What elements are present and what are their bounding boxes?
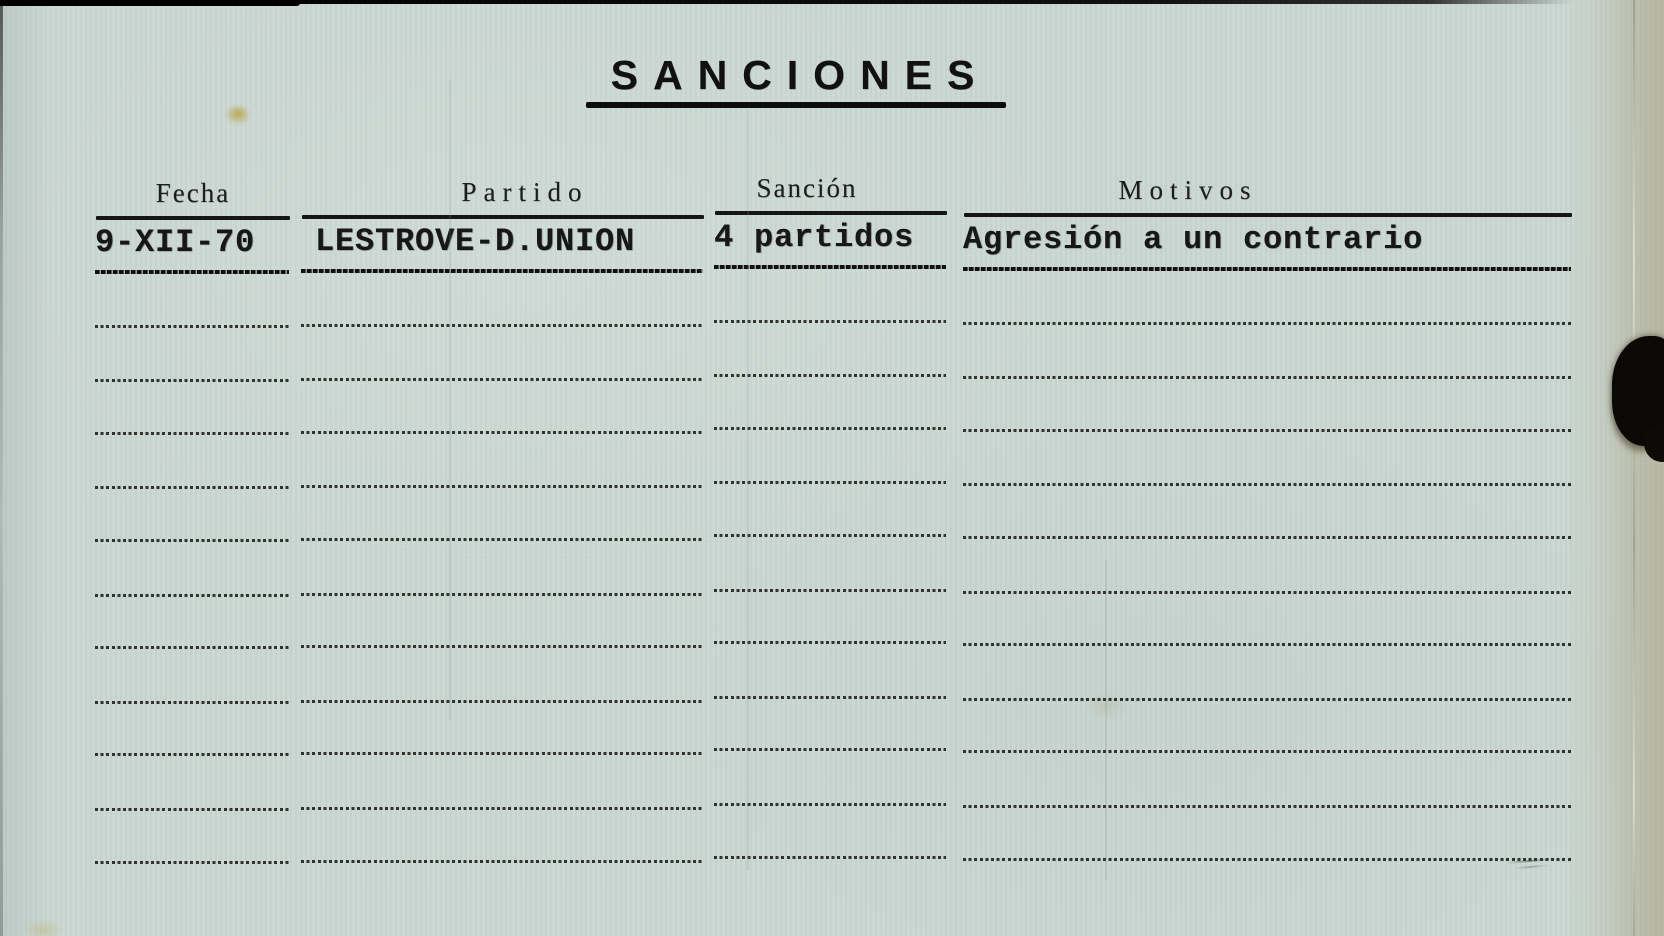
field-line-empty — [963, 536, 1571, 539]
field-line-empty — [95, 808, 289, 811]
column-header-fecha: Fecha — [155, 178, 231, 208]
field-line-empty — [301, 860, 703, 863]
stain-spot — [227, 105, 249, 122]
field-line-empty — [963, 698, 1571, 701]
field-line-empty — [963, 750, 1571, 753]
entry-partido-value: LESTROVE-D.UNION — [315, 223, 636, 260]
field-line-empty — [301, 538, 703, 541]
column-header-rule-motivos — [964, 213, 1572, 217]
field-line-empty — [301, 752, 703, 755]
field-line-empty — [95, 594, 289, 597]
field-line-empty — [95, 646, 289, 649]
field-line-empty — [95, 753, 289, 756]
field-line-empty — [301, 485, 703, 488]
field-line-empty — [301, 700, 703, 703]
entry-motivos-value: Agresión a un contrario — [963, 221, 1424, 258]
field-line-empty — [963, 376, 1571, 379]
page-title-block — [0, 52, 1592, 108]
field-line-empty — [963, 591, 1571, 594]
field-line-empty — [301, 807, 703, 810]
field-line-empty — [963, 483, 1571, 486]
paper-crease — [1633, 0, 1635, 936]
column-header-sancion: Sanción — [756, 173, 858, 203]
field-line-empty — [301, 378, 703, 381]
paper-fold-line — [1105, 560, 1107, 880]
paper-fold-line — [747, 110, 749, 870]
paper-fold-line — [449, 80, 451, 720]
field-line-filled — [95, 270, 289, 274]
scan-artifact-left-edge — [0, 0, 3, 936]
column-header-rule-fecha — [96, 216, 290, 220]
field-line-filled — [963, 267, 1571, 271]
field-line-empty — [95, 325, 289, 328]
field-line-empty — [301, 324, 703, 327]
field-line-filled — [301, 269, 703, 273]
field-line-empty — [963, 429, 1571, 432]
column-header-motivos: Motivos — [1118, 175, 1258, 205]
field-line-empty — [301, 593, 703, 596]
field-line-empty — [301, 431, 703, 434]
column-header-partido: Partido — [461, 177, 589, 207]
page-title: SANCIONES — [610, 52, 990, 98]
field-line-empty — [963, 322, 1571, 325]
entry-sancion-value: 4 partidos — [714, 219, 915, 256]
scan-artifact-top-edge-left — [0, 0, 300, 6]
title-underline — [586, 102, 1006, 108]
field-line-empty — [95, 379, 289, 382]
column-header-rule-partido — [302, 215, 704, 219]
field-line-empty — [95, 539, 289, 542]
column-header-rule-sancion — [715, 211, 947, 215]
entry-fecha-value: 9-XII-70 — [95, 224, 256, 261]
field-line-empty — [301, 645, 703, 648]
field-line-empty — [963, 805, 1571, 808]
field-line-empty — [95, 861, 289, 864]
field-line-empty — [963, 643, 1571, 646]
paper-edge-strip — [1590, 0, 1664, 936]
field-line-empty — [963, 858, 1571, 861]
field-line-empty — [95, 701, 289, 704]
field-line-empty — [95, 432, 289, 435]
field-line-empty — [95, 486, 289, 489]
